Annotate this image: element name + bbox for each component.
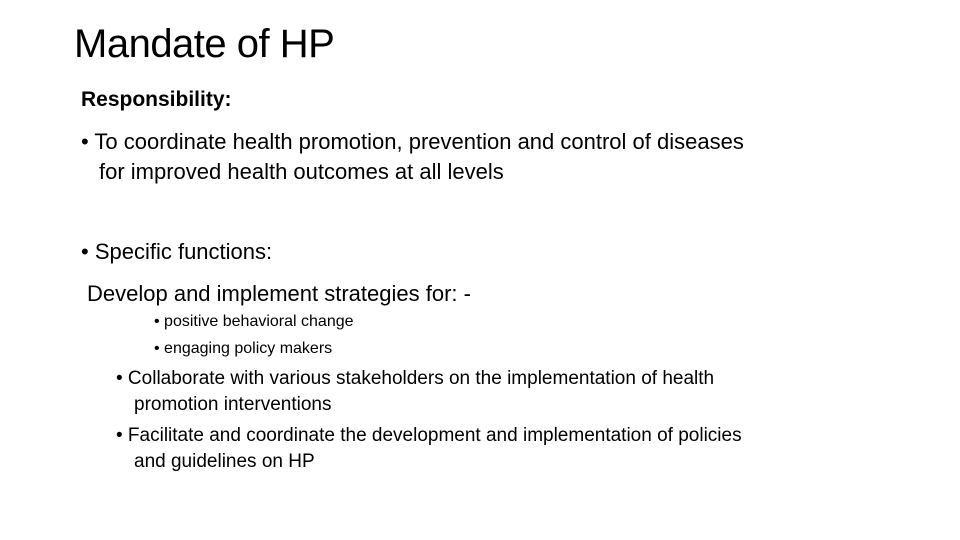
develop-line: Develop and implement strategies for: - (87, 281, 471, 306)
collaborate-bullet-cont: promotion interventions (134, 394, 332, 415)
responsibility-label: Responsibility: (81, 88, 232, 111)
responsibility-bullet: • To coordinate health promotion, prevention and control of diseases (81, 129, 744, 154)
sub-bullet: • engaging policy makers (154, 340, 333, 357)
specific-functions: • Specific functions: (81, 239, 273, 264)
facilitate-bullet: • Facilitate and coordinate the development and implementation of policies (116, 425, 742, 446)
collaborate-bullet: • Collaborate with various stakeholders on the implementation of health (116, 368, 715, 389)
facilitate-bullet-cont: and guidelines on HP (134, 451, 315, 472)
responsibility-bullet-cont: for improved health outcomes at all levels (99, 159, 504, 184)
sub-bullet: • positive behavioral change (154, 313, 354, 330)
slide-title: Mandate of HP (74, 22, 335, 66)
